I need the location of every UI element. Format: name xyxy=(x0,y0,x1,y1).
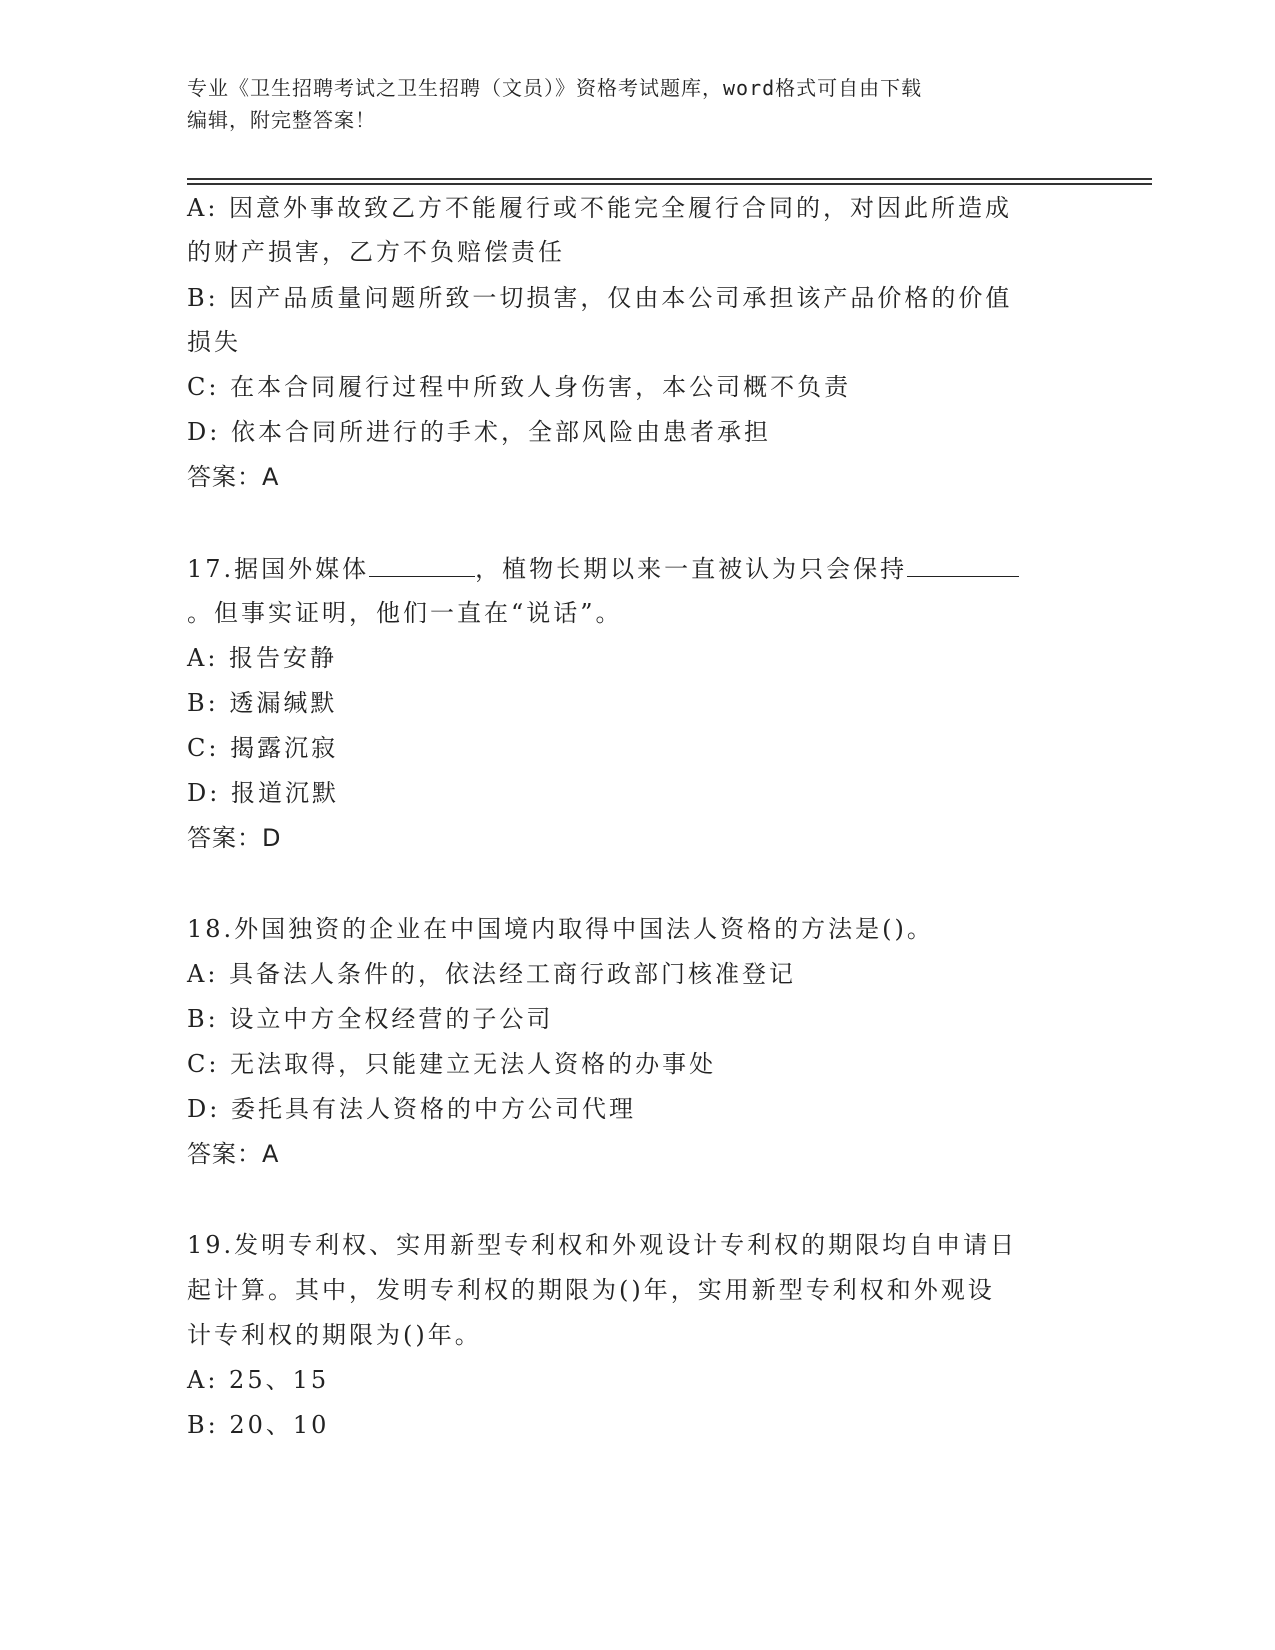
q17-blank-1 xyxy=(369,546,475,577)
q17-stem-part1: 17.据国外媒体 xyxy=(187,555,370,583)
q19-option-b: B: 20、10 xyxy=(187,1411,330,1439)
q17-option-c: C: 揭露沉寂 xyxy=(187,734,339,762)
header-divider-top xyxy=(187,178,1152,180)
q18-option-b: B: 设立中方全权经营的子公司 xyxy=(187,1005,554,1033)
q18-stem: 18.外国独资的企业在中国境内取得中国法人资格的方法是()。 xyxy=(187,915,934,943)
q18-option-c: C: 无法取得，只能建立无法人资格的办事处 xyxy=(187,1050,717,1078)
q16-option-a-line2: 的财产损害，乙方不负赔偿责任 xyxy=(187,238,565,266)
q17-option-d: D: 报道沉默 xyxy=(187,779,339,807)
q18-option-d: D: 委托具有法人资格的中方公司代理 xyxy=(187,1095,636,1123)
q17-option-a: A: 报告安静 xyxy=(187,644,338,672)
q19-stem-line3: 计专利权的期限为()年。 xyxy=(187,1321,482,1349)
header-line-2: 编辑，附完整答案！ xyxy=(187,108,376,132)
q16-option-a-line1: A: 因意外事故致乙方不能履行或不能完全履行合同的，对因此所造成 xyxy=(187,194,1013,222)
q17-answer: 答案：D xyxy=(187,824,282,852)
q18-option-a: A: 具备法人条件的，依法经工商行政部门核准登记 xyxy=(187,960,797,988)
q17-blank-2 xyxy=(907,546,1019,577)
q17-stem-line2: 。但事实证明，他们一直在“说话”。 xyxy=(187,599,623,627)
q16-answer: 答案：A xyxy=(187,463,280,491)
q17-option-b: B: 透漏缄默 xyxy=(187,689,338,717)
q16-option-d: D: 依本合同所进行的手术，全部风险由患者承担 xyxy=(187,418,771,446)
q19-stem-line1: 19.发明专利权、实用新型专利权和外观设计专利权的期限均自申请日 xyxy=(187,1231,1018,1259)
header-divider-bottom xyxy=(187,183,1152,185)
q18-answer: 答案：A xyxy=(187,1140,280,1168)
q16-option-b-line2: 损失 xyxy=(187,328,241,356)
q16-option-c: C: 在本合同履行过程中所致人身伤害，本公司概不负责 xyxy=(187,373,852,401)
document-header xyxy=(187,72,1067,136)
q17-stem-part2: ，植物长期以来一直被认为只会保持 xyxy=(475,555,908,583)
q16-option-b-line1: B: 因产品质量问题所致一切损害，仅由本公司承担该产品价格的价值 xyxy=(187,284,1013,312)
q17-stem-line1 xyxy=(187,546,1019,590)
q19-option-a: A: 25、15 xyxy=(187,1366,330,1394)
q19-stem-line2: 起计算。其中，发明专利权的期限为()年，实用新型专利权和外观设 xyxy=(187,1276,995,1304)
header-line-1: 专业《卫生招聘考试之卫生招聘（文员）》资格考试题库，word格式可自由下载 xyxy=(187,76,923,100)
